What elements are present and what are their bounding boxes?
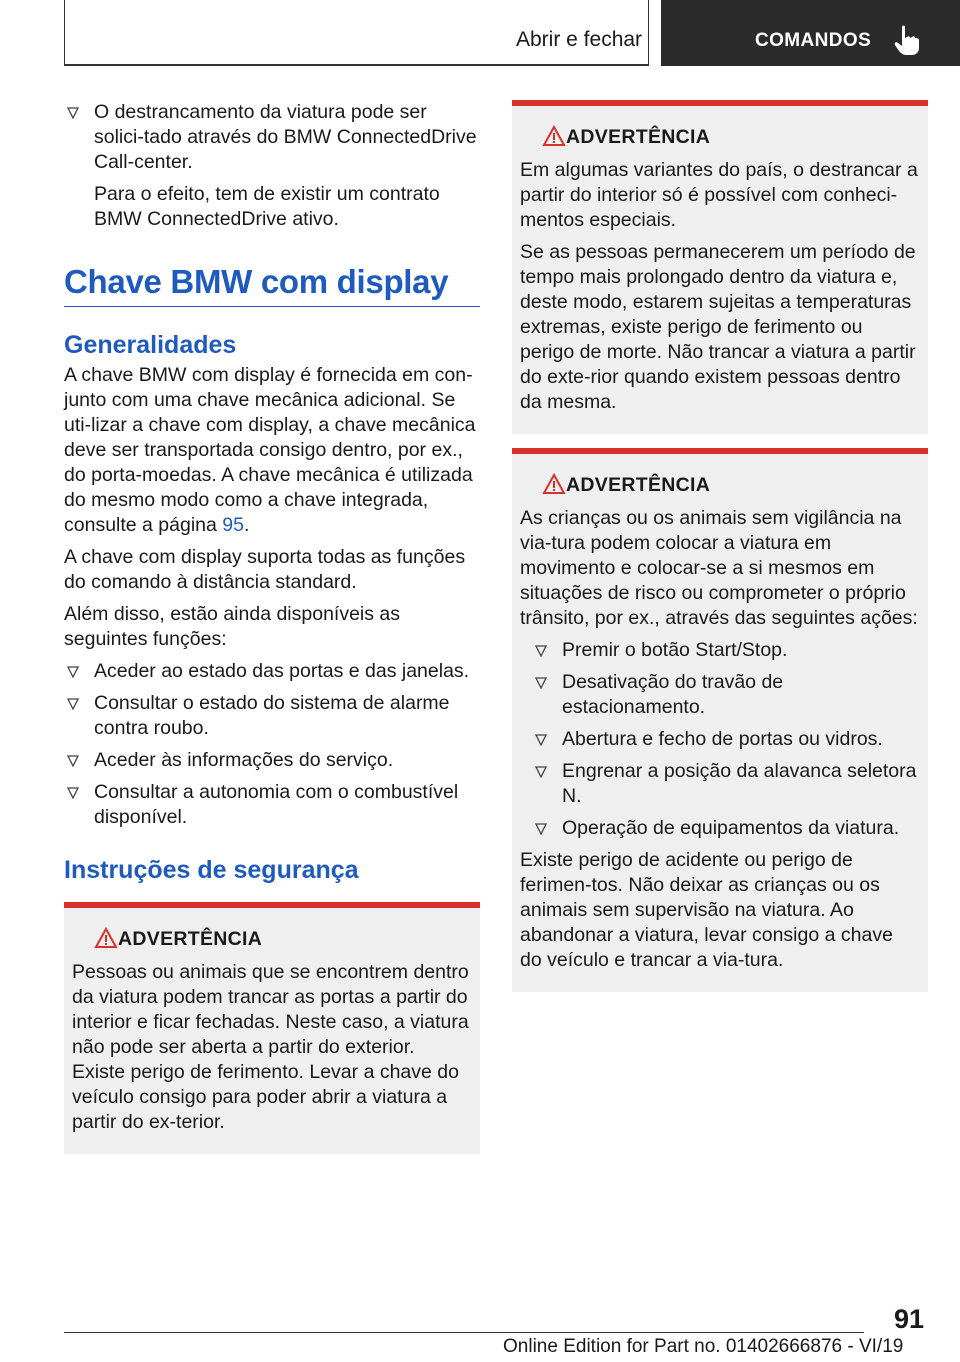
list-item	[64, 100, 480, 175]
list-item	[64, 748, 480, 773]
header-chapter-label: COMANDOS	[755, 30, 872, 51]
warning-text: Existe perigo de acidente ou perigo de ferimen-tos. Não deixar as crianças ou os animais sem supervisão na viatura. Ao abandonar a viatura, levar consigo a chave do veículo e trancar a via-tura.	[520, 849, 893, 971]
triangle-bullet-icon	[535, 766, 547, 778]
list-item-text: Aceder às informações do serviço.	[94, 749, 394, 771]
list-item-text: Consultar o estado do sistema de alarme contra roubo.	[94, 692, 450, 739]
triangle-bullet-icon	[67, 787, 79, 799]
warning-header	[520, 124, 920, 154]
header-right-rule	[648, 0, 649, 66]
list-item-text: Engrenar a posição da alavanca seletora N.	[562, 760, 917, 807]
triangle-bullet-icon	[67, 107, 79, 119]
paragraph: Para o efeito, tem de existir um contrato BMW ConnectedDrive ativo.	[94, 183, 440, 230]
list-item-text: Desativação do travão de estacionamento.	[562, 671, 784, 718]
list-item-text: Operação de equipamentos da viatura.	[562, 817, 900, 839]
paragraph-display-key	[64, 363, 480, 538]
warning-text: Pessoas ou animais que se encontrem dentro da viatura podem trancar as portas a partir do interior e ficar fechadas. Neste caso, a viatura não pode ser aberta a partir do exterior. Existe perigo de ferimento. Levar a chave do veículo consigo para poder abrir a viatura a partir do ex-terior.	[72, 961, 469, 1133]
paragraph: Além disso, estão ainda disponíveis as seguintes funções:	[64, 603, 401, 650]
warning-header	[520, 472, 920, 502]
section-heading-safety: Instruções de segurança	[64, 856, 359, 884]
warning-triangle-icon	[542, 125, 566, 147]
page-title: Chave BMW com display	[64, 262, 480, 307]
list-item-text: Abertura e fecho de portas ou vidros.	[562, 728, 883, 750]
warning-box	[64, 902, 480, 1154]
header-bottom-rule	[64, 64, 649, 66]
list-item	[520, 727, 920, 752]
left-column	[64, 100, 480, 1166]
triangle-bullet-icon	[67, 666, 79, 678]
warning-box	[512, 100, 928, 434]
list-item	[520, 670, 920, 720]
list-item	[64, 691, 480, 741]
warning-triangle-icon	[542, 473, 566, 495]
footer-edition: Online Edition for Part no. 01402666876 - VI/19	[503, 1336, 904, 1357]
header-left-rule	[64, 0, 65, 66]
warning-title: ADVERTÊNCIA	[566, 126, 711, 148]
list-item	[520, 816, 920, 841]
warning-triangle-icon	[94, 927, 118, 949]
warning-header	[72, 926, 472, 956]
triangle-bullet-icon	[535, 734, 547, 746]
triangle-bullet-icon	[67, 755, 79, 767]
paragraph: A chave com display suporta todas as funções do comando à distância standard.	[64, 546, 466, 593]
paragraph-text: A chave BMW com display é fornecida em con-junto com uma chave mecânica adicional. Se uti-lizar a chave com display, a chave mecânica deve ser transportada consigo dentro, por ex., do porta-moedas. A chave mecânica é utilizada do mesmo modo como a chave integrada, consulte a página	[64, 364, 476, 536]
list-item	[520, 759, 920, 809]
right-column	[512, 100, 928, 1004]
paragraph-text: .	[244, 514, 250, 536]
list-item-text: O destrancamento da viatura pode ser solici-tado através do BMW ConnectedDrive Call-center.	[94, 101, 477, 173]
page-link[interactable]: 95	[222, 514, 244, 536]
warning-title: ADVERTÊNCIA	[118, 928, 263, 950]
hand-pointer-icon	[893, 24, 921, 56]
list-item	[520, 638, 920, 663]
warning-title: ADVERTÊNCIA	[566, 474, 711, 496]
list-item-text: Aceder ao estado das portas e das janelas.	[94, 660, 470, 682]
page-number: 91	[894, 1304, 925, 1334]
footer-rule	[64, 1332, 864, 1333]
warning-text: Em algumas variantes do país, o destrancar a partir do interior só é possível com conheci-mentos especiais.	[520, 159, 918, 231]
warning-box	[512, 448, 928, 992]
warning-text: As crianças ou os animais sem vigilância na via-tura podem colocar a viatura em movimento e colocar-se a si mesmos em situações de risco ou comprometer o próprio trânsito, por ex., através das seguintes ações:	[520, 507, 918, 629]
triangle-bullet-icon	[535, 645, 547, 657]
section-heading-general: Generalidades	[64, 331, 237, 359]
warning-text: Se as pessoas permanecerem um período de tempo mais prolongado dentro da viatura e, deste modo, estarem sujeitas a temperaturas extremas, existe perigo de ferimento ou perigo de morte. Não trancar a viatura a partir do exte-rior quando existem pessoas dentro da mesma.	[520, 241, 916, 413]
list-item-text: Premir o botão Start/Stop.	[562, 639, 788, 661]
header-section-title: Abrir e fechar	[516, 28, 643, 51]
triangle-bullet-icon	[535, 677, 547, 689]
triangle-bullet-icon	[535, 823, 547, 835]
list-item	[64, 780, 480, 830]
list-item-text: Consultar a autonomia com o combustível disponível.	[94, 781, 459, 828]
triangle-bullet-icon	[67, 698, 79, 710]
list-item	[64, 659, 480, 684]
